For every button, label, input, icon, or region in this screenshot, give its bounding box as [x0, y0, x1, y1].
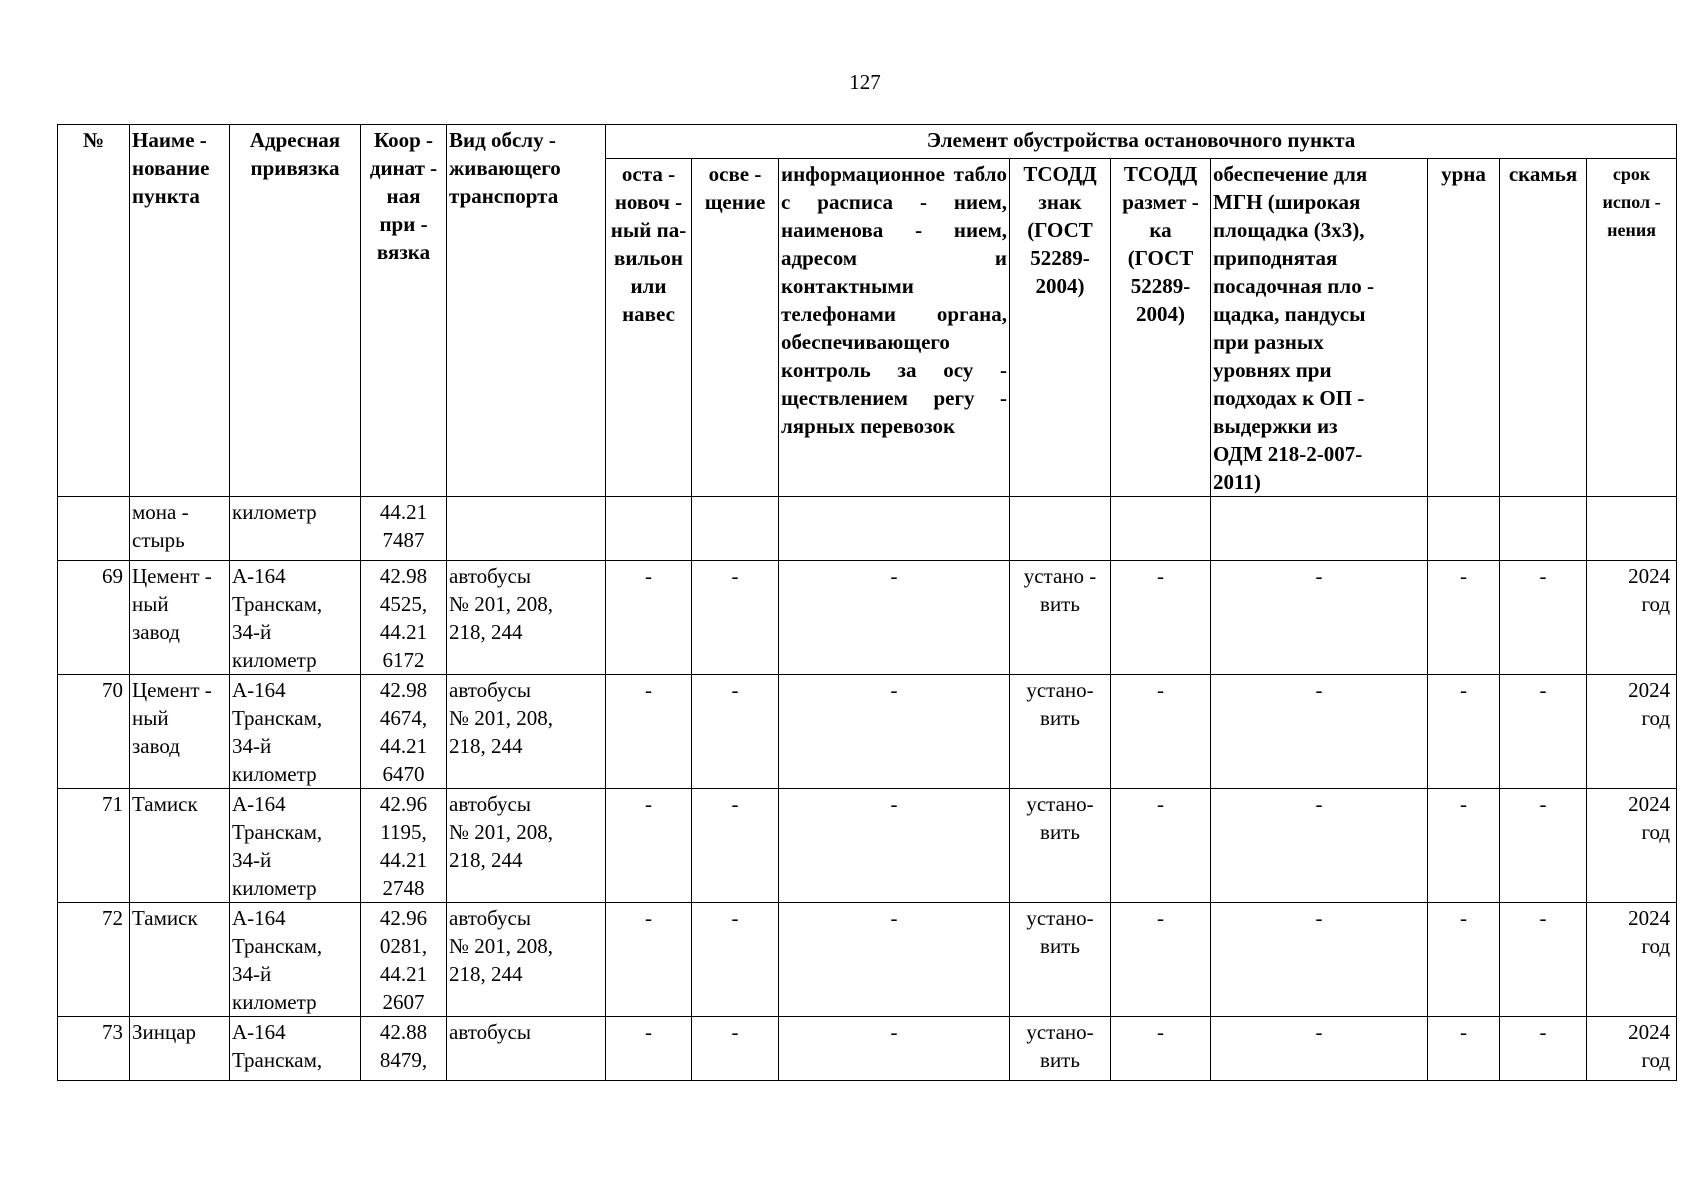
cell-deadline: 2024 год	[1587, 903, 1677, 1017]
table-row	[58, 675, 1677, 789]
cell-name: Тамиск	[130, 789, 230, 903]
header-transport: Вид обслу - живающего транспорта	[447, 125, 606, 497]
cell-tsodd-marking: -	[1111, 561, 1211, 675]
cell-info-board: -	[779, 789, 1010, 903]
cell-num: 72	[58, 903, 130, 1017]
cell-tsodd-sign: устано- вить	[1010, 1017, 1111, 1081]
page-number: 127	[849, 70, 881, 94]
cell-address: А-164 Транскам,	[230, 1017, 361, 1081]
cell-tsodd-marking: -	[1111, 903, 1211, 1017]
table-body	[58, 497, 1677, 1081]
cell-transport: автобусы № 201, 208, 218, 244	[447, 675, 606, 789]
table-row	[58, 497, 1677, 561]
header-lighting: осве - щение	[692, 159, 779, 497]
cell-name: Тамиск	[130, 903, 230, 1017]
header-bench: скамья	[1500, 159, 1587, 497]
cell-num: 69	[58, 561, 130, 675]
cell-pavilion	[606, 497, 692, 561]
cell-deadline: 2024 год	[1587, 561, 1677, 675]
cell-tsodd-sign	[1010, 497, 1111, 561]
cell-coords: 44.21 7487	[361, 497, 447, 561]
cell-pavilion: -	[606, 675, 692, 789]
cell-address: А-164 Транскам, 34-й километр	[230, 561, 361, 675]
cell-num: 73	[58, 1017, 130, 1081]
table-row	[58, 1017, 1677, 1081]
cell-address: А-164 Транскам, 34-й километр	[230, 903, 361, 1017]
header-deadline: срок испол - нения	[1587, 159, 1677, 497]
cell-mgn: -	[1211, 789, 1428, 903]
cell-num: 71	[58, 789, 130, 903]
table-row	[58, 903, 1677, 1017]
cell-pavilion: -	[606, 561, 692, 675]
cell-mgn: -	[1211, 1017, 1428, 1081]
cell-urn: -	[1428, 903, 1500, 1017]
cell-mgn: -	[1211, 903, 1428, 1017]
cell-bench: -	[1500, 561, 1587, 675]
header-num: №	[58, 125, 130, 497]
cell-bench	[1500, 497, 1587, 561]
cell-lighting: -	[692, 561, 779, 675]
cell-name: Цемент - ный завод	[130, 561, 230, 675]
bus-stop-table	[57, 124, 1677, 1081]
cell-lighting: -	[692, 675, 779, 789]
cell-lighting: -	[692, 903, 779, 1017]
cell-urn	[1428, 497, 1500, 561]
header-name: Наиме - нование пункта	[130, 125, 230, 497]
cell-transport: автобусы № 201, 208, 218, 244	[447, 561, 606, 675]
cell-pavilion: -	[606, 1017, 692, 1081]
cell-tsodd-marking: -	[1111, 789, 1211, 903]
cell-deadline: 2024 год	[1587, 789, 1677, 903]
cell-transport: автобусы	[447, 1017, 606, 1081]
cell-bench: -	[1500, 1017, 1587, 1081]
header-tsodd-marking: ТСОДД размет - ка (ГОСТ 52289- 2004)	[1111, 159, 1211, 497]
cell-mgn	[1211, 497, 1428, 561]
cell-address: А-164 Транскам, 34-й километр	[230, 789, 361, 903]
header-info-board: информационное табло с расписа - нием, наименова - нием, адресом и контактными телефонами органа, обеспечивающего контроль за осу - ществлением регу - лярных перевозок	[779, 159, 1010, 497]
cell-tsodd-marking: -	[1111, 1017, 1211, 1081]
table-row	[58, 561, 1677, 675]
cell-coords: 42.98 4674, 44.21 6470	[361, 675, 447, 789]
cell-name: мона - стырь	[130, 497, 230, 561]
header-row-top	[58, 125, 1677, 159]
cell-tsodd-marking	[1111, 497, 1211, 561]
cell-tsodd-sign: устано- вить	[1010, 675, 1111, 789]
cell-coords: 42.88 8479,	[361, 1017, 447, 1081]
cell-coords: 42.96 0281, 44.21 2607	[361, 903, 447, 1017]
cell-name: Зинцар	[130, 1017, 230, 1081]
header-coords: Коор - динат - ная при - вязка	[361, 125, 447, 497]
cell-transport: автобусы № 201, 208, 218, 244	[447, 789, 606, 903]
cell-lighting	[692, 497, 779, 561]
cell-address: километр	[230, 497, 361, 561]
cell-num: 70	[58, 675, 130, 789]
header-address: Адресная привязка	[230, 125, 361, 497]
cell-tsodd-sign: устано - вить	[1010, 561, 1111, 675]
cell-bench: -	[1500, 675, 1587, 789]
cell-name: Цемент - ный завод	[130, 675, 230, 789]
header-mgn: обеспечение для МГН (широкая площадка (3х3), приподнятая посадочная пло - щадка, пандусы при разных уровнях при подходах к ОП - выдержки из ОДМ 218-2-007- 2011)	[1211, 159, 1428, 497]
header-tsodd-sign: ТСОДД знак (ГОСТ 52289- 2004)	[1010, 159, 1111, 497]
cell-tsodd-sign: устано- вить	[1010, 903, 1111, 1017]
cell-urn: -	[1428, 789, 1500, 903]
cell-pavilion: -	[606, 903, 692, 1017]
header-urn: урна	[1428, 159, 1500, 497]
cell-address: А-164 Транскам, 34-й километр	[230, 675, 361, 789]
cell-bench: -	[1500, 903, 1587, 1017]
cell-mgn: -	[1211, 561, 1428, 675]
table-row	[58, 789, 1677, 903]
cell-pavilion: -	[606, 789, 692, 903]
header-group: Элемент обустройства остановочного пункта	[606, 125, 1677, 159]
cell-bench: -	[1500, 789, 1587, 903]
cell-lighting: -	[692, 1017, 779, 1081]
cell-tsodd-marking: -	[1111, 675, 1211, 789]
cell-lighting: -	[692, 789, 779, 903]
header-pavilion: оста - новоч - ный па- вильон или навес	[606, 159, 692, 497]
cell-mgn: -	[1211, 675, 1428, 789]
cell-info-board: -	[779, 1017, 1010, 1081]
cell-transport	[447, 497, 606, 561]
cell-transport: автобусы № 201, 208, 218, 244	[447, 903, 606, 1017]
cell-urn: -	[1428, 561, 1500, 675]
cell-deadline	[1587, 497, 1677, 561]
cell-info-board: -	[779, 903, 1010, 1017]
cell-info-board	[779, 497, 1010, 561]
cell-tsodd-sign: устано- вить	[1010, 789, 1111, 903]
cell-coords: 42.98 4525, 44.21 6172	[361, 561, 447, 675]
cell-urn: -	[1428, 1017, 1500, 1081]
cell-deadline: 2024 год	[1587, 675, 1677, 789]
cell-urn: -	[1428, 675, 1500, 789]
cell-coords: 42.96 1195, 44.21 2748	[361, 789, 447, 903]
cell-info-board: -	[779, 675, 1010, 789]
cell-deadline: 2024 год	[1587, 1017, 1677, 1081]
cell-num	[58, 497, 130, 561]
cell-info-board: -	[779, 561, 1010, 675]
